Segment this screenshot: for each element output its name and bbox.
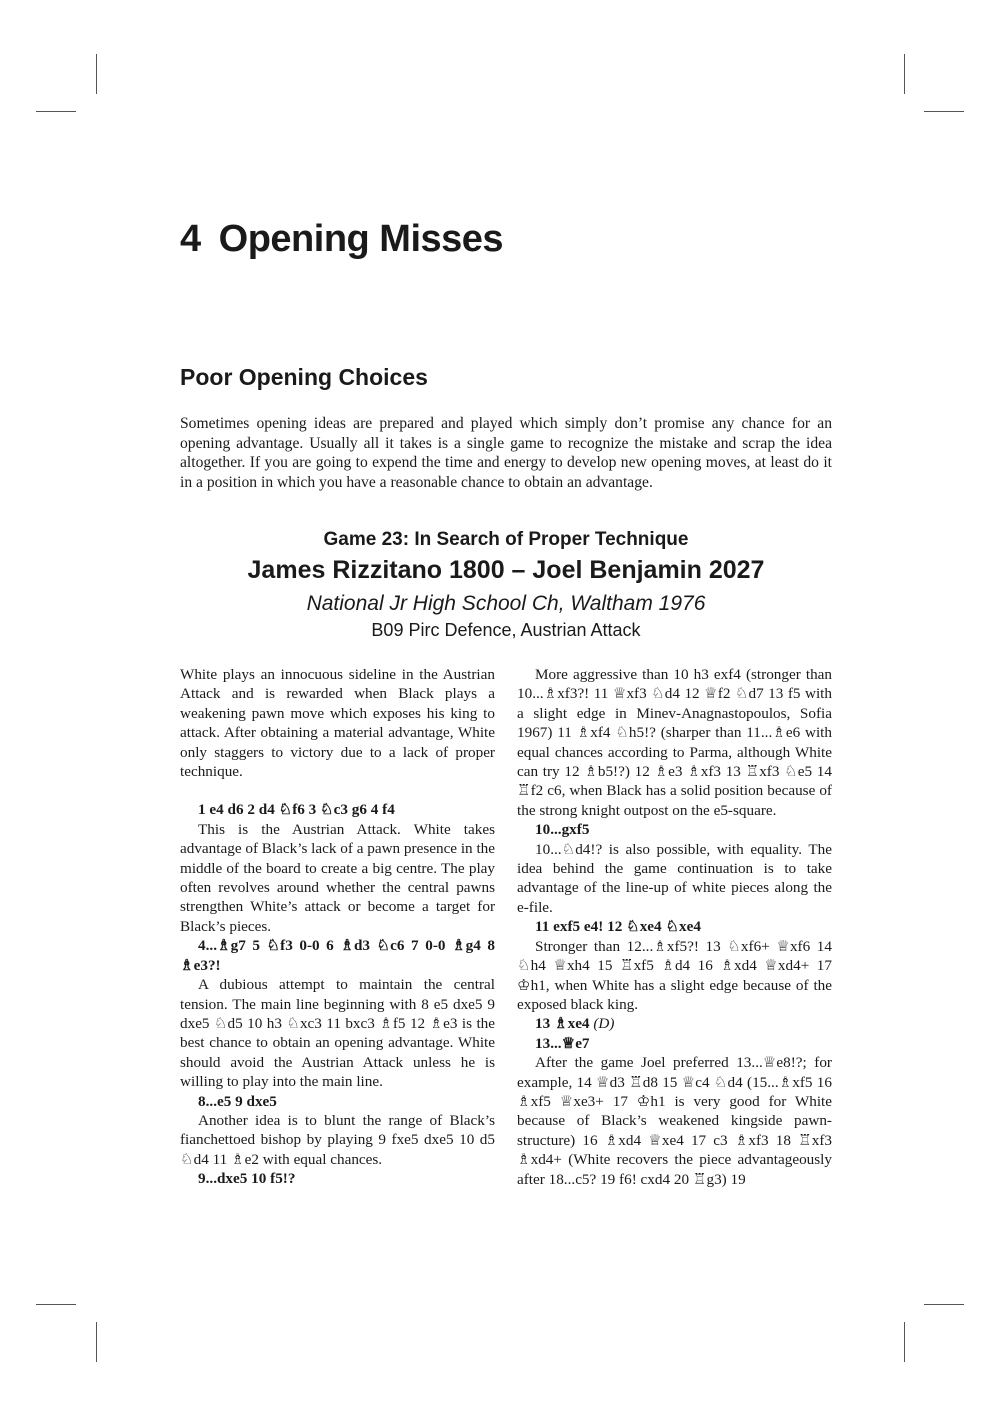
game-opening: B09 Pirc Defence, Austrian Attack — [371, 620, 641, 640]
crop-mark — [96, 54, 97, 94]
left-column — [180, 665, 495, 1189]
crop-mark — [36, 111, 76, 112]
section-title: Poor Opening Choices — [180, 364, 428, 390]
annotation: This is the Austrian Attack. White takes advantage of Black’s lack of a pawn presence in the middle of the board to create a big centre. The play often revolves around whether the central pawns strengthen White’s attack or become a target for Black’s pieces. — [180, 820, 496, 935]
crop-mark — [904, 1322, 905, 1362]
move-line: 4...♗g7 5 ♘f3 0-0 6 ♗d3 ♘c6 7 0-0 ♗g4 8 ♗e3?! — [180, 937, 495, 974]
crop-mark — [924, 1304, 964, 1305]
annotation: A dubious attempt to maintain the central tension. The main line beginning with 8 e5 dxe5 9 dxe5 ♘d5 10 h3 ♘xc3 11 bxc3 ♗f5 12 ♗e3 is the best chance to obtain an opening advantage. White should avoid the Austrian Attack unless he is willing to play into the main line. — [180, 976, 495, 1091]
diagram-marker: (D) — [593, 1015, 615, 1033]
move-text: 13 ♗xe4 — [535, 1015, 590, 1033]
right-column — [517, 665, 832, 1189]
annotation: After the game Joel preferred 13...♕e8!?; for example, 14 ♕d3 ♖d8 15 ♕c4 ♘d4 (15...♗xf5 16 ♗xf5 ♕xe3+ 17 ♔h1 is very good for White because of Black’s weakened kingside pawn-structure) 16 ♗xd4 ♕xe4 17 c3 ♗xf3 18 ♖xf3 ♗xd4+ (White recovers the piece advantageously after 18...c5? 19 f6! cxd4 20 ♖g3) 19 — [517, 1054, 832, 1188]
move-line: 8...e5 9 dxe5 — [198, 1092, 277, 1110]
crop-mark — [904, 54, 905, 94]
game-players: James Rizzitano 1800 – Joel Benjamin 2027 — [247, 556, 765, 584]
annotation: More aggressive than 10 h3 exf4 (stronger than 10...♗xf3?! 11 ♕xf3 ♘d4 12 ♕f2 ♘d7 13 f5 with a slight edge in Minev-Anagnastopoulos, Sofia 1967) 11 ♗xf4 ♘h5!? (sharper than 11...♗e6 with equal chances according to Parma, although White can try 12 ♗b5!?) 12 ♗e3 ♗xf3 13 ♖xf3 ♘e5 14 ♖f2 c6, when Black has a solid position because of the strong knight outpost on the e5-square. — [517, 666, 832, 819]
move-line: 13...♕e7 — [535, 1034, 590, 1052]
crop-mark — [96, 1322, 97, 1362]
move-line: 11 exf5 e4! 12 ♘xe4 ♘xe4 — [535, 918, 701, 936]
chapter-number: 4 — [180, 218, 201, 260]
move-line — [517, 1014, 832, 1033]
move-line: 10...gxf5 — [535, 821, 590, 839]
intro-paragraph: Sometimes opening ideas are prepared and played which simply don’t promise any chance for an opening advantage. Usually all it takes is a single game to recognize the mistake and scrap the idea altogether. If you are going to expend the time and energy to develop new opening moves, at least do it in a position in which you have a reasonable chance to obtain an advantage. — [180, 415, 832, 491]
crop-mark — [924, 111, 964, 112]
game-summary: White plays an innocuous sideline in the Austrian Attack and is rewarded when Black plays a weakening pawn move which exposes his king to attack. After obtaining a material advantage, White only staggers to victory due to a lack of proper technique. — [180, 666, 495, 781]
move-line: 9...dxe5 10 f5!? — [198, 1170, 296, 1188]
chapter-title — [180, 218, 503, 261]
move-line: 1 e4 d6 2 d4 ♘f6 3 ♘c3 g6 4 f4 — [198, 801, 395, 819]
crop-mark — [36, 1304, 76, 1305]
annotation: Another idea is to blunt the range of Black’s fianchettoed bishop by playing 9 fxe5 dxe5 10 d5 ♘d4 11 ♗e2 with equal chances. — [180, 1111, 495, 1168]
annotation: 10...♘d4!? is also possible, with equality. The idea behind the game continuation is to take advantage of the line-up of white pieces along the e-file. — [517, 840, 832, 916]
game-event: National Jr High School Ch, Waltham 1976 — [306, 592, 706, 615]
chapter-name: Opening Misses — [218, 218, 504, 260]
annotation: Stronger than 12...♗xf5?! 13 ♘xf6+ ♕xf6 14 ♘h4 ♕xh4 15 ♖xf5 ♗d4 16 ♗xd4 ♕xd4+ 17 ♔h1, when White has a slight edge because of the exposed black king. — [517, 937, 832, 1013]
game-label: Game 23: In Search of Proper Technique — [323, 529, 689, 550]
